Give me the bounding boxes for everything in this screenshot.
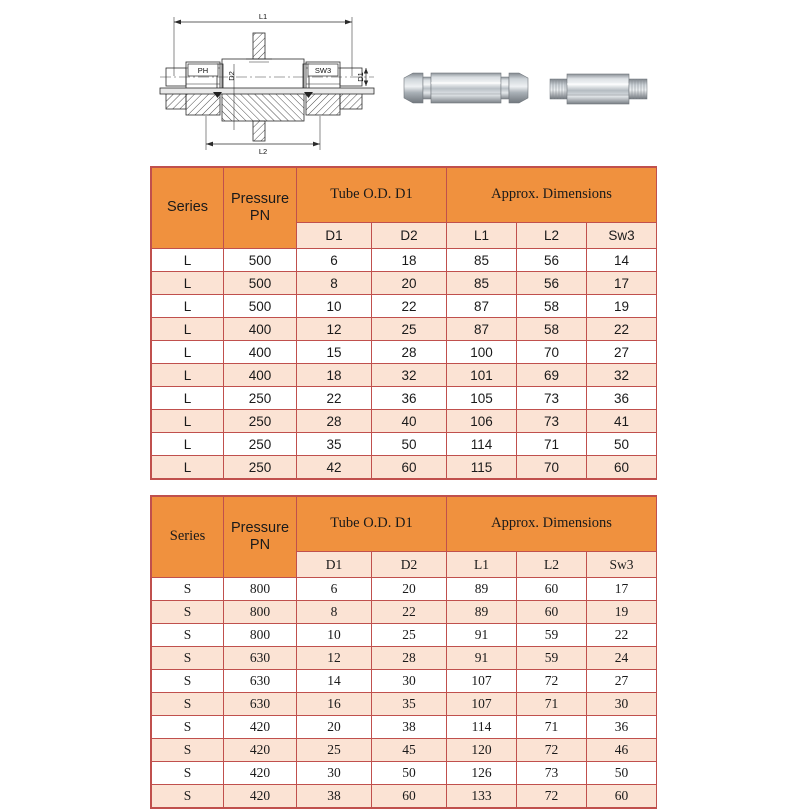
subheader-d1: D1 [297, 223, 372, 249]
cell-series: L [152, 295, 224, 318]
cell-d1: 30 [297, 762, 372, 785]
cell-sw3: 41 [587, 410, 657, 433]
label-L2: L2 [258, 147, 268, 156]
subheader-l2: L2 [517, 223, 587, 249]
cell-l1: 89 [447, 601, 517, 624]
table-row [152, 410, 657, 433]
subheader-l1: L1 [447, 223, 517, 249]
cell-l1: 89 [447, 578, 517, 601]
cell-pressure: 250 [224, 456, 297, 479]
cell-series: S [152, 624, 224, 647]
cell-d2: 22 [372, 295, 447, 318]
cell-l2: 56 [517, 272, 587, 295]
cell-sw3: 36 [587, 716, 657, 739]
cell-l2: 72 [517, 785, 587, 808]
cell-d2: 38 [372, 716, 447, 739]
cell-pressure: 420 [224, 785, 297, 808]
cell-d2: 18 [372, 249, 447, 272]
subheader-d1: D1 [297, 552, 372, 578]
table-row [152, 693, 657, 716]
label-L1: L1 [258, 12, 268, 21]
coupling-body-photo [544, 62, 660, 114]
header-series: Series [152, 168, 224, 249]
cell-d2: 20 [372, 272, 447, 295]
cell-series: S [152, 739, 224, 762]
header-approx-dimensions: Approx. Dimensions [447, 168, 657, 223]
cell-l2: 71 [517, 716, 587, 739]
cell-l2: 69 [517, 364, 587, 387]
cell-l2: 73 [517, 410, 587, 433]
table-row [152, 624, 657, 647]
cell-l1: 101 [447, 364, 517, 387]
cell-d1: 16 [297, 693, 372, 716]
cell-pressure: 250 [224, 387, 297, 410]
cell-d2: 25 [372, 624, 447, 647]
cell-series: S [152, 647, 224, 670]
cell-l2: 58 [517, 295, 587, 318]
table-row [152, 387, 657, 410]
cell-l2: 60 [517, 578, 587, 601]
header-pressure-line2: PN [249, 208, 271, 224]
header-tube-od: Tube O.D. D1 [297, 497, 447, 552]
cell-l1: 91 [447, 624, 517, 647]
cell-series: L [152, 364, 224, 387]
cell-d1: 8 [297, 272, 372, 295]
cell-series: L [152, 387, 224, 410]
cell-d2: 36 [372, 387, 447, 410]
coupling-with-nuts-photo [396, 56, 536, 120]
cell-l1: 115 [447, 456, 517, 479]
cell-d2: 30 [372, 670, 447, 693]
cell-d1: 20 [297, 716, 372, 739]
cell-d2: 40 [372, 410, 447, 433]
cell-l1: 87 [447, 295, 517, 318]
label-PH: PH [197, 66, 209, 75]
cell-d1: 12 [297, 318, 372, 341]
cell-l1: 107 [447, 693, 517, 716]
cell-pressure: 800 [224, 601, 297, 624]
cell-l1: 85 [447, 249, 517, 272]
table-row [152, 601, 657, 624]
cell-series: S [152, 785, 224, 808]
cell-sw3: 22 [587, 624, 657, 647]
cell-d2: 50 [372, 433, 447, 456]
cell-l2: 60 [517, 601, 587, 624]
table-row [152, 364, 657, 387]
subheader-sw3: Sw3 [587, 223, 657, 249]
cell-d1: 28 [297, 410, 372, 433]
cell-sw3: 27 [587, 341, 657, 364]
cell-d1: 38 [297, 785, 372, 808]
spec-table-series-S [150, 495, 657, 809]
cell-pressure: 630 [224, 693, 297, 716]
cell-d1: 18 [297, 364, 372, 387]
cell-sw3: 17 [587, 578, 657, 601]
cell-d1: 14 [297, 670, 372, 693]
cell-sw3: 50 [587, 433, 657, 456]
cell-pressure: 420 [224, 716, 297, 739]
cell-pressure: 800 [224, 578, 297, 601]
cell-l2: 73 [517, 762, 587, 785]
cell-l2: 70 [517, 341, 587, 364]
cell-pressure: 400 [224, 318, 297, 341]
cell-series: S [152, 693, 224, 716]
cell-series: L [152, 433, 224, 456]
cell-d2: 28 [372, 341, 447, 364]
cell-sw3: 22 [587, 318, 657, 341]
table-row [152, 647, 657, 670]
cell-l1: 87 [447, 318, 517, 341]
label-D1: D1 [356, 72, 365, 82]
cell-l1: 107 [447, 670, 517, 693]
header-pressure-line1: Pressure [230, 190, 290, 207]
cell-pressure: 420 [224, 739, 297, 762]
spec-table-series-L [150, 166, 657, 480]
cell-l2: 70 [517, 456, 587, 479]
cell-d1: 12 [297, 647, 372, 670]
cell-sw3: 24 [587, 647, 657, 670]
header-pressure-line1: Pressure [230, 519, 290, 536]
cell-d1: 6 [297, 249, 372, 272]
cell-series: S [152, 716, 224, 739]
subheader-l2: L2 [517, 552, 587, 578]
cell-l1: 106 [447, 410, 517, 433]
cell-l2: 58 [517, 318, 587, 341]
cell-d2: 45 [372, 739, 447, 762]
cell-l2: 56 [517, 249, 587, 272]
cell-series: L [152, 456, 224, 479]
subheader-l1: L1 [447, 552, 517, 578]
cell-sw3: 50 [587, 762, 657, 785]
header-approx-dimensions: Approx. Dimensions [447, 497, 657, 552]
table-row [152, 739, 657, 762]
cell-series: S [152, 578, 224, 601]
table-row [152, 318, 657, 341]
cell-d1: 10 [297, 624, 372, 647]
cell-d2: 60 [372, 456, 447, 479]
cell-pressure: 630 [224, 647, 297, 670]
header-tube-od: Tube O.D. D1 [297, 168, 447, 223]
cell-d2: 50 [372, 762, 447, 785]
cell-pressure: 500 [224, 272, 297, 295]
cell-sw3: 36 [587, 387, 657, 410]
cell-sw3: 27 [587, 670, 657, 693]
header-series: Series [152, 497, 224, 578]
table-row [152, 249, 657, 272]
cell-d1: 10 [297, 295, 372, 318]
cell-l1: 85 [447, 272, 517, 295]
technical-drawing [150, 4, 400, 156]
table-body [152, 578, 657, 808]
cell-d2: 22 [372, 601, 447, 624]
cell-d1: 8 [297, 601, 372, 624]
cell-l2: 59 [517, 647, 587, 670]
subheader-d2: D2 [372, 223, 447, 249]
cell-l2: 59 [517, 624, 587, 647]
cell-sw3: 19 [587, 295, 657, 318]
cell-l2: 72 [517, 739, 587, 762]
cell-d1: 22 [297, 387, 372, 410]
table-header-main [152, 168, 657, 223]
cell-d1: 25 [297, 739, 372, 762]
cell-sw3: 17 [587, 272, 657, 295]
cell-pressure: 400 [224, 341, 297, 364]
product-illustration-strip [0, 0, 800, 160]
cell-l1: 114 [447, 433, 517, 456]
cell-series: L [152, 272, 224, 295]
cell-pressure: 250 [224, 433, 297, 456]
cell-sw3: 14 [587, 249, 657, 272]
cell-l1: 120 [447, 739, 517, 762]
header-pressure [224, 497, 297, 578]
cell-d2: 25 [372, 318, 447, 341]
table-row [152, 295, 657, 318]
cell-l2: 73 [517, 387, 587, 410]
cell-sw3: 60 [587, 456, 657, 479]
cell-sw3: 60 [587, 785, 657, 808]
cell-sw3: 32 [587, 364, 657, 387]
cell-d1: 35 [297, 433, 372, 456]
cell-l1: 91 [447, 647, 517, 670]
cell-d2: 60 [372, 785, 447, 808]
table-body [152, 249, 657, 479]
table-row [152, 341, 657, 364]
cell-sw3: 46 [587, 739, 657, 762]
cell-l1: 114 [447, 716, 517, 739]
cell-series: L [152, 249, 224, 272]
cell-l1: 100 [447, 341, 517, 364]
cell-l1: 105 [447, 387, 517, 410]
cell-d2: 28 [372, 647, 447, 670]
cell-l1: 133 [447, 785, 517, 808]
header-pressure-line2: PN [249, 537, 271, 553]
cell-series: L [152, 410, 224, 433]
cell-l1: 126 [447, 762, 517, 785]
cell-d2: 20 [372, 578, 447, 601]
cell-series: L [152, 318, 224, 341]
table-header-main [152, 497, 657, 552]
cell-d1: 15 [297, 341, 372, 364]
cell-d1: 6 [297, 578, 372, 601]
cell-pressure: 500 [224, 249, 297, 272]
label-D2: D2 [227, 71, 236, 81]
cell-l2: 71 [517, 433, 587, 456]
table-row [152, 456, 657, 479]
cell-series: L [152, 341, 224, 364]
subheader-sw3: Sw3 [587, 552, 657, 578]
table-row [152, 785, 657, 808]
table-row [152, 670, 657, 693]
cell-series: S [152, 762, 224, 785]
cell-l2: 71 [517, 693, 587, 716]
cell-pressure: 420 [224, 762, 297, 785]
cell-pressure: 500 [224, 295, 297, 318]
cell-sw3: 19 [587, 601, 657, 624]
label-SW3: SW3 [314, 66, 332, 75]
cell-pressure: 800 [224, 624, 297, 647]
header-pressure [224, 168, 297, 249]
subheader-d2: D2 [372, 552, 447, 578]
cell-d1: 42 [297, 456, 372, 479]
cell-pressure: 250 [224, 410, 297, 433]
cell-series: S [152, 601, 224, 624]
cell-pressure: 400 [224, 364, 297, 387]
table-row [152, 716, 657, 739]
table-row [152, 762, 657, 785]
cell-pressure: 630 [224, 670, 297, 693]
table-row [152, 578, 657, 601]
cell-series: S [152, 670, 224, 693]
cell-d2: 32 [372, 364, 447, 387]
cell-l2: 72 [517, 670, 587, 693]
cell-sw3: 30 [587, 693, 657, 716]
table-row [152, 433, 657, 456]
cell-d2: 35 [372, 693, 447, 716]
table-row [152, 272, 657, 295]
